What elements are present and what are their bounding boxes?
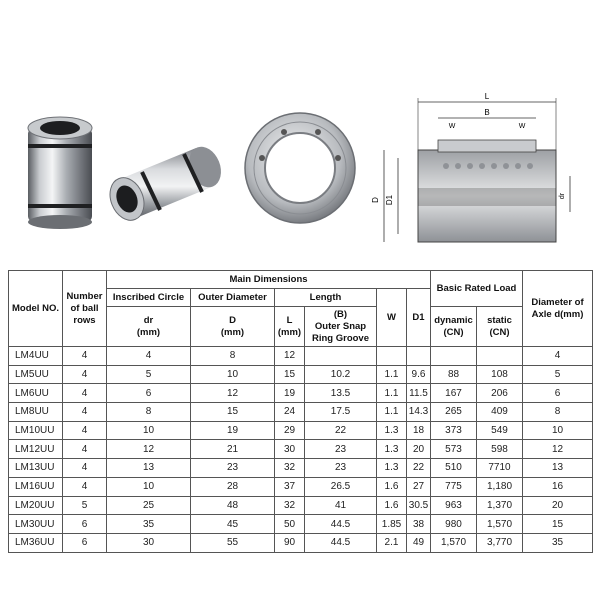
cell-L: 90 [275, 533, 305, 552]
cell-W: 1.1 [377, 384, 407, 403]
cell-axle: 20 [523, 496, 593, 515]
cell-axle: 35 [523, 533, 593, 552]
header-outer-diameter: Outer Diameter [191, 289, 275, 307]
dim-L-label: L [484, 92, 490, 101]
cell-axle: 12 [523, 440, 593, 459]
cell-static: 598 [477, 440, 523, 459]
header-W: W [377, 289, 407, 347]
cell-static [477, 347, 523, 366]
cell-balls: 5 [63, 496, 107, 515]
cell-B: 22 [305, 421, 377, 440]
cell-model: LM30UU [9, 515, 63, 534]
cell-W: 2.1 [377, 533, 407, 552]
cell-L: 32 [275, 496, 305, 515]
bearing-ring-image [245, 113, 355, 223]
cell-B: 44.5 [305, 533, 377, 552]
cell-model: LM4UU [9, 347, 63, 366]
header-model: Model NO. [9, 271, 63, 347]
spec-table [8, 270, 593, 553]
cell-L: 12 [275, 347, 305, 366]
header-L: L (mm) [275, 307, 305, 347]
cell-static: 1,370 [477, 496, 523, 515]
cell-static: 7710 [477, 459, 523, 478]
cell-D1: 38 [407, 515, 431, 534]
cell-D1: 11.5 [407, 384, 431, 403]
cell-balls: 4 [63, 384, 107, 403]
cell-model: LM13UU [9, 459, 63, 478]
cell-B: 23 [305, 459, 377, 478]
cell-B: 26.5 [305, 477, 377, 496]
header-main-dimensions: Main Dimensions [107, 271, 431, 289]
cell-dr: 6 [107, 384, 191, 403]
table-row [9, 403, 593, 422]
cell-D: 28 [191, 477, 275, 496]
cell-dr: 35 [107, 515, 191, 534]
cell-W: 1.3 [377, 459, 407, 478]
cell-dynamic: 573 [431, 440, 477, 459]
cell-B: 17.5 [305, 403, 377, 422]
cell-L: 24 [275, 403, 305, 422]
cell-B: 41 [305, 496, 377, 515]
header-basic-rated-load: Basic Rated Load [431, 271, 523, 307]
header-inscribed-circle: Inscribed Circle [107, 289, 191, 307]
cell-L: 29 [275, 421, 305, 440]
table-row [9, 477, 593, 496]
cell-dynamic: 980 [431, 515, 477, 534]
cell-model: LM20UU [9, 496, 63, 515]
cell-dr: 13 [107, 459, 191, 478]
cell-dr: 8 [107, 403, 191, 422]
cell-axle: 16 [523, 477, 593, 496]
cell-dynamic: 373 [431, 421, 477, 440]
cell-balls: 4 [63, 477, 107, 496]
cell-dynamic: 963 [431, 496, 477, 515]
cell-D1: 14.3 [407, 403, 431, 422]
cell-dynamic: 167 [431, 384, 477, 403]
dim-B-label: B [484, 108, 490, 117]
cell-balls: 6 [63, 533, 107, 552]
cell-D1: 20 [407, 440, 431, 459]
cell-static: 409 [477, 403, 523, 422]
cell-dr: 4 [107, 347, 191, 366]
header-length: Length [275, 289, 377, 307]
header-ball-rows: Number of ball rows [63, 271, 107, 347]
table-row [9, 496, 593, 515]
cell-D1: 27 [407, 477, 431, 496]
cell-B: 13.5 [305, 384, 377, 403]
cell-dynamic: 265 [431, 403, 477, 422]
cell-L: 37 [275, 477, 305, 496]
table-row [9, 515, 593, 534]
cell-axle: 15 [523, 515, 593, 534]
table-row [9, 459, 593, 478]
cell-model: LM16UU [9, 477, 63, 496]
cell-W: 1.1 [377, 403, 407, 422]
cell-axle: 10 [523, 421, 593, 440]
cell-model: LM12UU [9, 440, 63, 459]
cell-model: LM36UU [9, 533, 63, 552]
cell-B: 44.5 [305, 515, 377, 534]
cell-dr: 5 [107, 365, 191, 384]
table-row [9, 384, 593, 403]
cell-axle: 13 [523, 459, 593, 478]
cell-D1: 49 [407, 533, 431, 552]
cell-dr: 12 [107, 440, 191, 459]
dim-dr-label: dr [559, 192, 566, 200]
cell-D: 10 [191, 365, 275, 384]
cell-L: 32 [275, 459, 305, 478]
cell-B: 10.2 [305, 365, 377, 384]
cell-W: 1.6 [377, 496, 407, 515]
header-D1: D1 [407, 289, 431, 347]
product-photos [0, 0, 600, 262]
cell-W [377, 347, 407, 366]
cell-balls: 4 [63, 421, 107, 440]
cell-W: 1.3 [377, 440, 407, 459]
cell-static: 108 [477, 365, 523, 384]
cell-dynamic [431, 347, 477, 366]
cell-W: 1.3 [377, 421, 407, 440]
header-D: D (mm) [191, 307, 275, 347]
cell-D: 55 [191, 533, 275, 552]
cell-model: LM6UU [9, 384, 63, 403]
header-static: static (CN) [477, 307, 523, 347]
cell-D: 23 [191, 459, 275, 478]
dim-W-right-label: W [518, 123, 526, 130]
table-row [9, 533, 593, 552]
cell-model: LM5UU [9, 365, 63, 384]
header-dynamic: dynamic (CN) [431, 307, 477, 347]
header-axle-diameter: Diameter of Axle d(mm) [523, 271, 593, 347]
cell-balls: 4 [63, 459, 107, 478]
cell-dynamic: 1,570 [431, 533, 477, 552]
cell-D: 48 [191, 496, 275, 515]
cell-axle: 6 [523, 384, 593, 403]
cell-D: 8 [191, 347, 275, 366]
cell-D1: 9.6 [407, 365, 431, 384]
cell-model: LM10UU [9, 421, 63, 440]
cell-model: LM8UU [9, 403, 63, 422]
cell-dr: 10 [107, 477, 191, 496]
cell-balls: 4 [63, 440, 107, 459]
cell-dr: 10 [107, 421, 191, 440]
cell-balls: 6 [63, 515, 107, 534]
table-row [9, 365, 593, 384]
cell-D: 45 [191, 515, 275, 534]
cell-D: 21 [191, 440, 275, 459]
cell-L: 30 [275, 440, 305, 459]
cell-dr: 25 [107, 496, 191, 515]
cell-W: 1.1 [377, 365, 407, 384]
dim-D1-label: D1 [385, 194, 394, 206]
cell-D: 12 [191, 384, 275, 403]
cell-axle: 8 [523, 403, 593, 422]
cell-balls: 4 [63, 365, 107, 384]
cell-B [305, 347, 377, 366]
cell-dynamic: 775 [431, 477, 477, 496]
cell-W: 1.85 [377, 515, 407, 534]
cell-D1: 30.5 [407, 496, 431, 515]
table-row [9, 347, 593, 366]
cell-D1 [407, 347, 431, 366]
cell-dynamic: 510 [431, 459, 477, 478]
cell-W: 1.6 [377, 477, 407, 496]
cell-balls: 4 [63, 347, 107, 366]
cell-D: 15 [191, 403, 275, 422]
cell-static: 1,180 [477, 477, 523, 496]
cell-L: 19 [275, 384, 305, 403]
cell-static: 549 [477, 421, 523, 440]
cell-L: 50 [275, 515, 305, 534]
cell-B: 23 [305, 440, 377, 459]
header-dr: dr (mm) [107, 307, 191, 347]
cell-dr: 30 [107, 533, 191, 552]
cell-D: 19 [191, 421, 275, 440]
header-B: (B) Outer Snap Ring Groove [305, 307, 377, 347]
table-row [9, 440, 593, 459]
dim-W-left-label: W [448, 123, 456, 130]
bearing-lying-image [104, 142, 227, 225]
cell-dynamic: 88 [431, 365, 477, 384]
bearing-upright-image [28, 117, 92, 229]
cell-axle: 5 [523, 365, 593, 384]
cell-static: 1,570 [477, 515, 523, 534]
cross-section-drawing [371, 92, 570, 242]
cell-static: 3,770 [477, 533, 523, 552]
cell-D1: 18 [407, 421, 431, 440]
table-row [9, 421, 593, 440]
cell-static: 206 [477, 384, 523, 403]
cell-D1: 22 [407, 459, 431, 478]
cell-balls: 4 [63, 403, 107, 422]
dim-D-label: D [371, 197, 380, 203]
cell-L: 15 [275, 365, 305, 384]
cell-axle: 4 [523, 347, 593, 366]
